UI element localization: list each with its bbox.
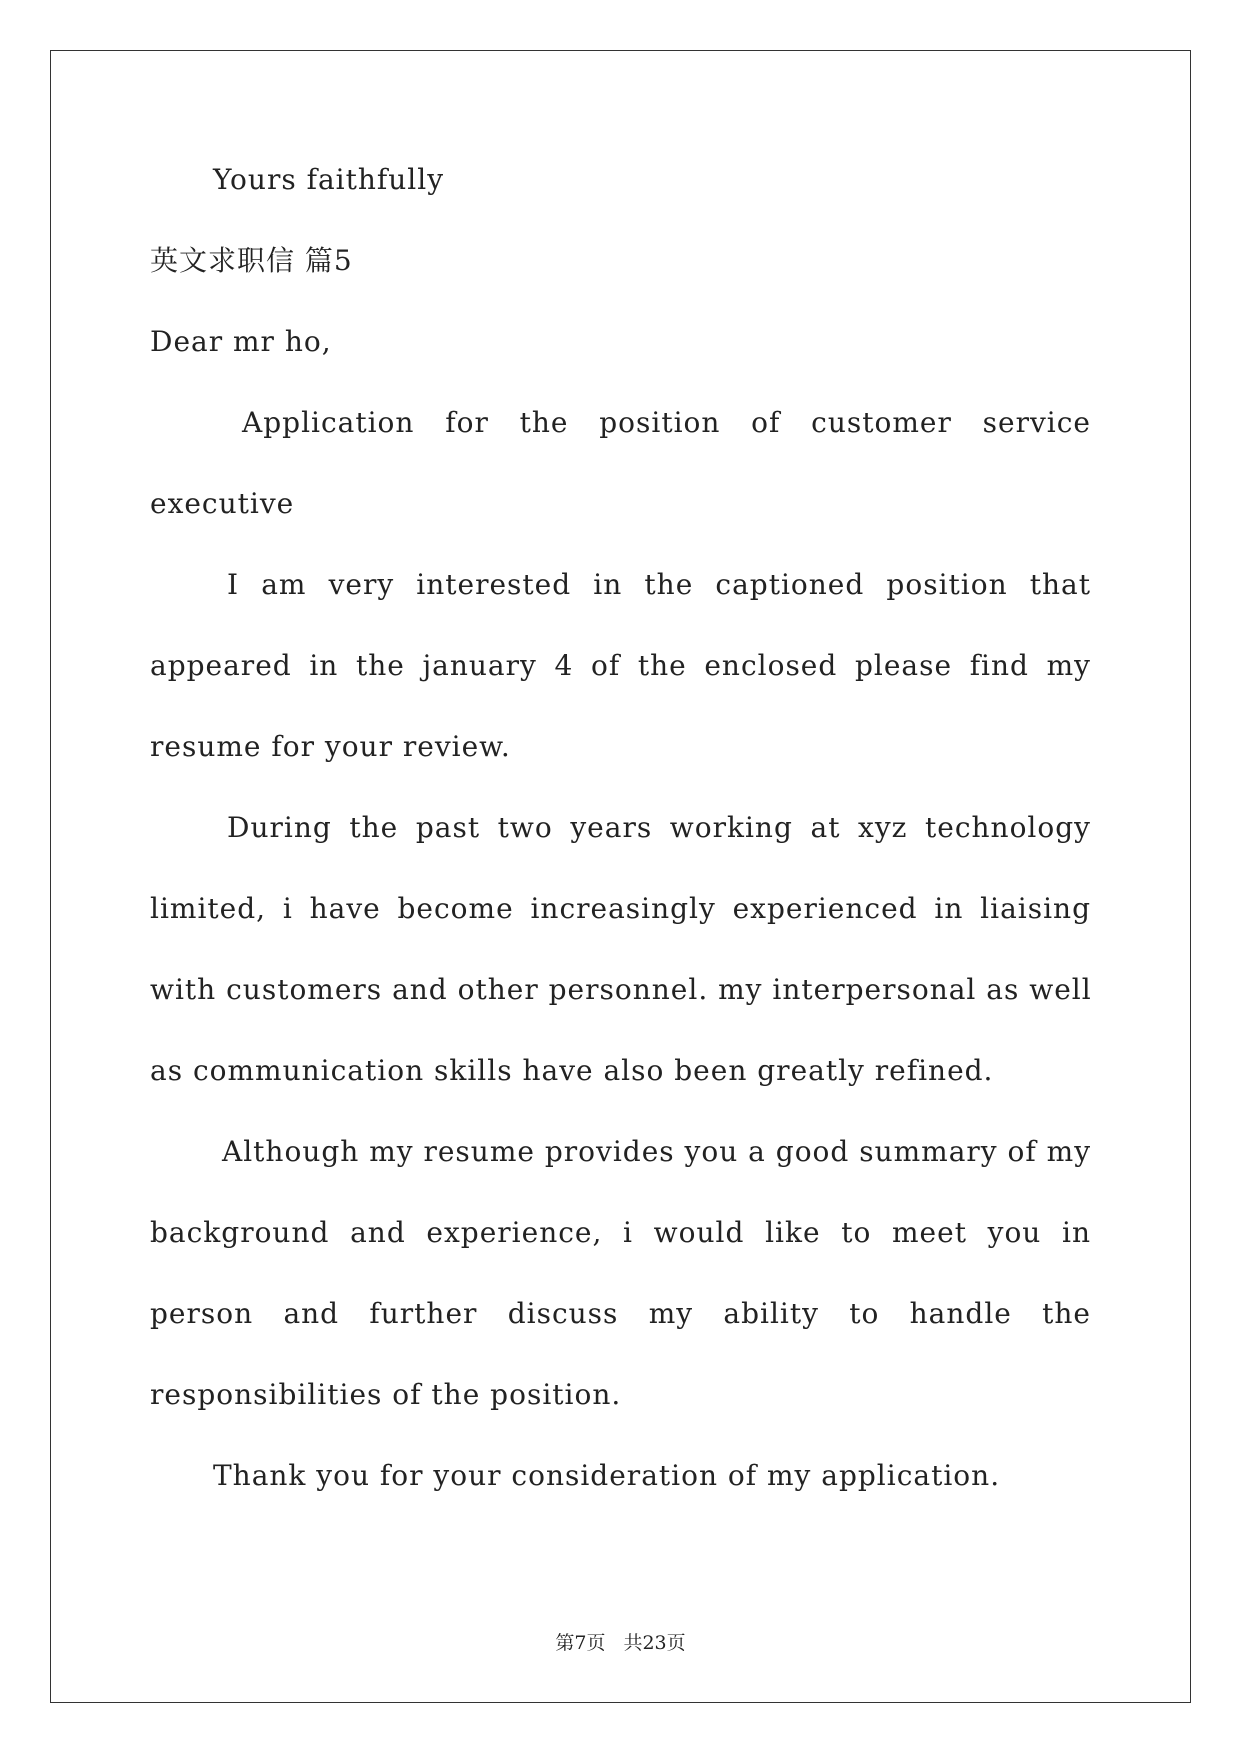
paragraph-3-line-3: person and further discuss my ability to handle the (150, 1297, 1091, 1330)
paragraph-2-line-1: During the past two years working at xyz technology (227, 811, 1091, 844)
subject-line: Application for the position of customer service (242, 406, 1091, 439)
paragraph-1-line-3: resume for your review. (150, 730, 511, 763)
current-page-number: 第7页 (555, 1632, 606, 1654)
closing-line: Yours faithfully (213, 163, 445, 196)
paragraph-2-line-3: with customers and other personnel. my interpersonal as well (150, 973, 1092, 1006)
paragraph-1-line-1: I am very interested in the captioned position that (227, 568, 1091, 601)
page-footer (0, 1628, 1241, 1655)
paragraph-2-line-4: as communication skills have also been greatly refined. (150, 1054, 994, 1087)
paragraph-1-line-2: appeared in the january 4 of the enclosed please find my (150, 649, 1091, 682)
paragraph-4-line-1: Thank you for your consideration of my application. (213, 1459, 1001, 1492)
section-heading: 英文求职信 篇5 (150, 244, 353, 277)
subject-line-continued: executive (150, 487, 295, 520)
paragraph-2-line-2: limited, i have become increasingly experienced in liaising (150, 892, 1091, 925)
salutation: Dear mr ho, (150, 325, 332, 358)
total-pages: 共23页 (623, 1632, 686, 1654)
paragraph-3-line-2: background and experience, i would like to meet you in (150, 1216, 1091, 1249)
paragraph-3-line-4: responsibilities of the position. (150, 1378, 622, 1411)
paragraph-3-line-1: Although my resume provides you a good summary of my (222, 1135, 1092, 1168)
